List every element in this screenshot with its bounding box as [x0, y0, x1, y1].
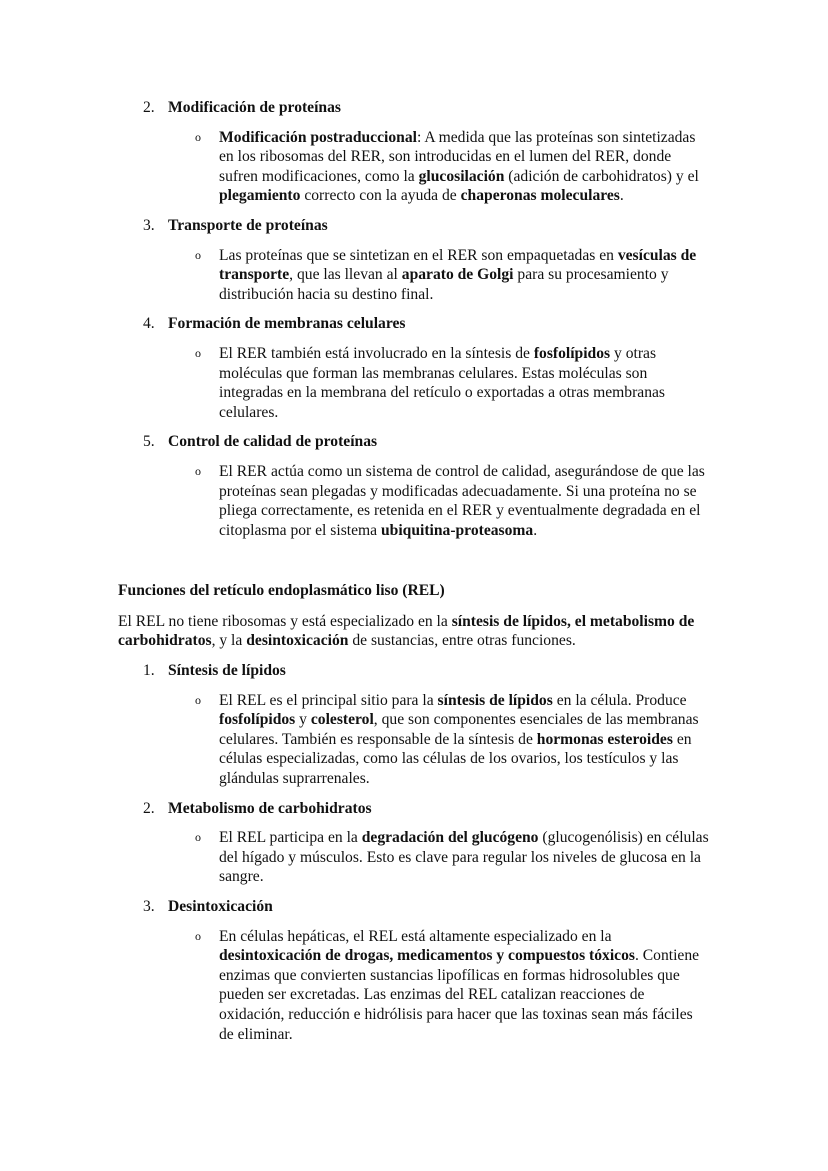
text-run: en células especializadas, como las células de los ovarios, los testículos y las glándulas suprarrenales.	[219, 730, 692, 788]
text-run: y	[295, 711, 311, 729]
text-run: (adición de carbohidratos) y el	[504, 167, 699, 185]
text-run: , que las llevan al	[289, 266, 402, 284]
numbered-heading	[118, 314, 718, 334]
list-number: 1.	[143, 662, 155, 680]
bold-text: Modificación postraduccional	[219, 128, 417, 146]
bullet-circle-icon: o	[195, 247, 201, 262]
bold-text: aparato de Golgi	[401, 266, 514, 284]
bullet-circle-icon: o	[195, 692, 201, 707]
bold-text: chaperonas moleculares	[460, 187, 620, 205]
numbered-heading	[118, 98, 718, 118]
bold-text: hormonas esteroides	[536, 730, 673, 748]
numbered-heading	[118, 897, 718, 917]
text-run: , que son componentes esenciales de las membranas celulares. También es responsable de la síntesis de	[219, 711, 699, 748]
bold-text: glucosilación	[418, 167, 505, 185]
heading-text: Formación de membranas celulares	[168, 315, 406, 333]
heading-text: Control de calidad de proteínas	[168, 433, 378, 451]
bold-text: desintoxicación	[246, 632, 349, 650]
heading-text: Modificación de proteínas	[168, 99, 341, 116]
text-run: correcto con la ayuda de	[300, 187, 461, 205]
document-page	[118, 98, 718, 1044]
heading-text: Desintoxicación	[168, 898, 273, 915]
heading-text: Transporte de proteínas	[168, 216, 328, 234]
bullet-item	[118, 344, 709, 422]
bold-text: fosfolípidos	[219, 711, 296, 729]
list-number: 3.	[143, 898, 155, 915]
numbered-heading	[118, 661, 718, 681]
bold-text: vesículas de transporte	[219, 246, 697, 284]
bold-text: plegamiento	[219, 187, 301, 205]
text-run: .	[533, 521, 538, 539]
list-number: 5.	[143, 433, 155, 451]
bullet-circle-icon: o	[195, 928, 201, 943]
text-run: para su procesamiento y distribución hacia su destino final.	[219, 266, 669, 303]
section-title: Funciones del retículo endoplasmático liso (REL)	[118, 582, 445, 600]
text-run: En células hepáticas, el REL está altamente especializado en la	[219, 927, 612, 945]
text-run: . Contiene enzimas que convierten sustancias lipofílicas en formas hidrosolubles que pueden ser excretadas. Las enzimas del REL catalizan reacciones de oxidación, reducción e hidrólisis para hacer que las toxinas sean más fáciles de eliminar.	[219, 947, 700, 1043]
numbered-heading	[118, 216, 718, 236]
text-run: El REL no tiene ribosomas y está especializado en la	[118, 612, 452, 630]
list-number: 3.	[143, 216, 155, 234]
text-run: El RER actúa como un sistema de control de calidad, asegurándose de que las proteínas sean plegadas y modificadas adecuadamente. Si una proteína no se pliega correctamente, es retenida en el RER y eventualmente degradada en el citoplasma por el sistema	[219, 462, 705, 539]
bullet-item	[118, 927, 709, 1045]
text-run: en la célula. Produce	[552, 691, 687, 709]
numbered-heading	[118, 432, 718, 452]
heading-text: Síntesis de lípidos	[168, 662, 286, 680]
bullet-item	[118, 691, 709, 789]
bullet-circle-icon: o	[195, 830, 201, 845]
bullet-item	[118, 462, 709, 540]
text-run: El RER también está involucrado en la síntesis de	[219, 344, 534, 362]
bullet-circle-icon: o	[195, 129, 201, 144]
text-run: , y la	[211, 632, 247, 650]
list-number: 4.	[143, 315, 155, 333]
bold-text: degradación del glucógeno	[361, 829, 539, 847]
bullet-item	[118, 128, 709, 206]
text-run: El REL es el principal sitio para la	[219, 691, 438, 709]
bold-text: ubiquitina-proteasoma	[380, 521, 534, 539]
list-number: 2.	[143, 799, 155, 817]
bullet-circle-icon: o	[195, 345, 201, 360]
text-run: (glucogenólisis) en células del hígado y músculos. Esto es clave para regular los niveles de glucosa en la sangre.	[219, 829, 709, 886]
heading-text: Metabolismo de carbohidratos	[168, 799, 372, 817]
text-run: : A medida que las proteínas son sintetizadas en los ribosomas del RER, son introducidas en el lumen del RER, donde sufren modificaciones, como la	[219, 128, 696, 185]
bold-text: síntesis de lípidos	[437, 691, 553, 709]
text-run: Las proteínas que se sintetizan en el RER son empaquetadas en	[219, 246, 618, 264]
numbered-heading	[118, 799, 718, 819]
list-number: 2.	[143, 99, 155, 116]
bold-text: fosfolípidos	[533, 344, 611, 362]
text-run: de sustancias, entre otras funciones.	[348, 632, 576, 650]
bold-text: síntesis de lípidos, el metabolismo de carbohidratos	[118, 612, 695, 650]
bullet-item	[118, 828, 709, 887]
bullet-circle-icon: o	[195, 463, 201, 478]
bold-text: colesterol	[310, 711, 374, 729]
text-run: .	[619, 187, 624, 205]
text-run: El REL participa en la	[219, 829, 362, 847]
text-run: y otras moléculas que forman las membranas celulares. Estas moléculas son integradas en la membrana del retículo o exportadas a otras membranas celulares.	[219, 344, 665, 421]
bold-text: desintoxicación de drogas, medicamentos y compuestos tóxicos	[219, 947, 635, 965]
section-intro	[118, 612, 708, 651]
bullet-item	[118, 246, 709, 305]
